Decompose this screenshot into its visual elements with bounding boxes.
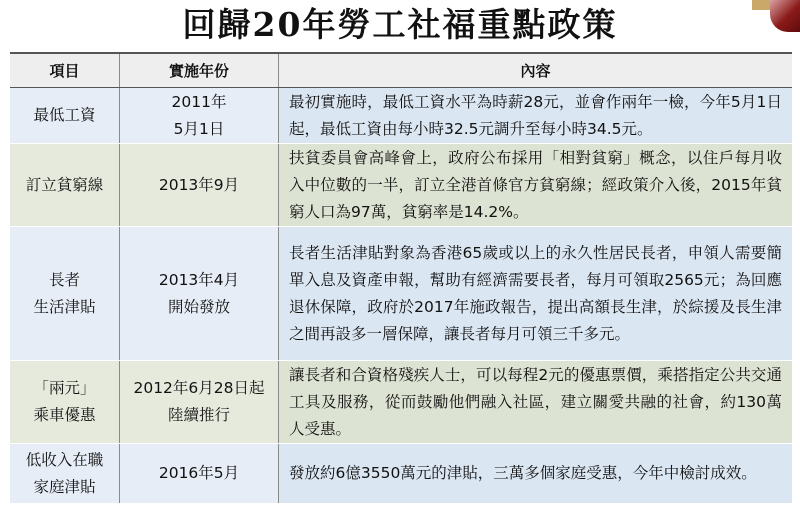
- table-row: [10, 361, 792, 444]
- item-cell: [10, 444, 120, 504]
- policy-table: [10, 52, 792, 504]
- table-row: [10, 227, 792, 361]
- header-year: 實施年份: [120, 53, 279, 88]
- content-cell: 發放約6億3550萬元的津貼，三萬多個家庭受惠，今年中檢討成效。: [279, 444, 793, 504]
- year-cell: [120, 88, 279, 144]
- year-cell: [120, 144, 279, 227]
- content-cell: 讓長者和合資格殘疾人士，可以每程2元的優惠票價，乘搭指定公共交通工具及服務，從而鼓勵他們融入社區，建立關愛共融的社會，約130萬人受惠。: [279, 361, 793, 444]
- year-label: 2011年: [171, 92, 227, 111]
- item-cell: [10, 144, 120, 227]
- item-label: 最低工資: [33, 106, 96, 124]
- year-label: 2013年9月: [158, 175, 240, 194]
- item-label: 長者: [48, 270, 80, 289]
- table-row: [10, 444, 792, 504]
- item-label: 乘車優惠: [33, 406, 96, 424]
- header-content: 內容: [279, 53, 793, 88]
- item-label: 生活津貼: [33, 297, 96, 316]
- year-cell: [120, 444, 279, 504]
- item-label: 訂立貧窮線: [25, 175, 104, 194]
- year-label: 2016年5月: [158, 464, 240, 482]
- item-label: 「兩元」: [33, 379, 96, 397]
- item-cell: [10, 227, 120, 361]
- page-title: 回歸20年勞工社福重點政策: [182, 5, 618, 44]
- year-label: 5月1日: [173, 119, 225, 138]
- table-row: [10, 144, 792, 227]
- content-cell: 長者生活津貼對象為香港65歲或以上的永久性居民長者，申領人需要簡單入息及資產申報，幫助有經濟需要長者，每月可領取2565元；為回應退休保障，政府於2017年施政報告，提出高額長生津，於綜援及長生津之間再設多一層保障，讓長者每月可領三千多元。: [279, 227, 793, 361]
- table-header-row: [10, 53, 792, 88]
- header-item: 項目: [10, 53, 120, 88]
- item-label: 低收入在職: [25, 450, 104, 469]
- year-label: 2013年4月: [158, 270, 240, 289]
- item-cell: [10, 361, 120, 444]
- item-cell: [10, 88, 120, 144]
- year-label: 2012年6月28日起: [133, 379, 265, 397]
- year-cell: [120, 227, 279, 361]
- content-cell: 最初實施時，最低工資水平為時薪28元，並會作兩年一檢，今年5月1日起，最低工資由每小時32.5元調升至每小時34.5元。: [279, 88, 793, 144]
- item-label: 家庭津貼: [33, 477, 96, 496]
- table-row: [10, 88, 792, 144]
- year-label: 陸續推行: [167, 406, 230, 424]
- year-cell: [120, 361, 279, 444]
- year-label: 開始發放: [167, 297, 230, 316]
- content-cell: 扶貧委員會高峰會上，政府公布採用「相對貧窮」概念，以住戶每月收入中位數的一半，訂立全港首條官方貧窮線；經政策介入後，2015年貧窮人口為97萬，貧窮率是14.2%。: [279, 144, 793, 227]
